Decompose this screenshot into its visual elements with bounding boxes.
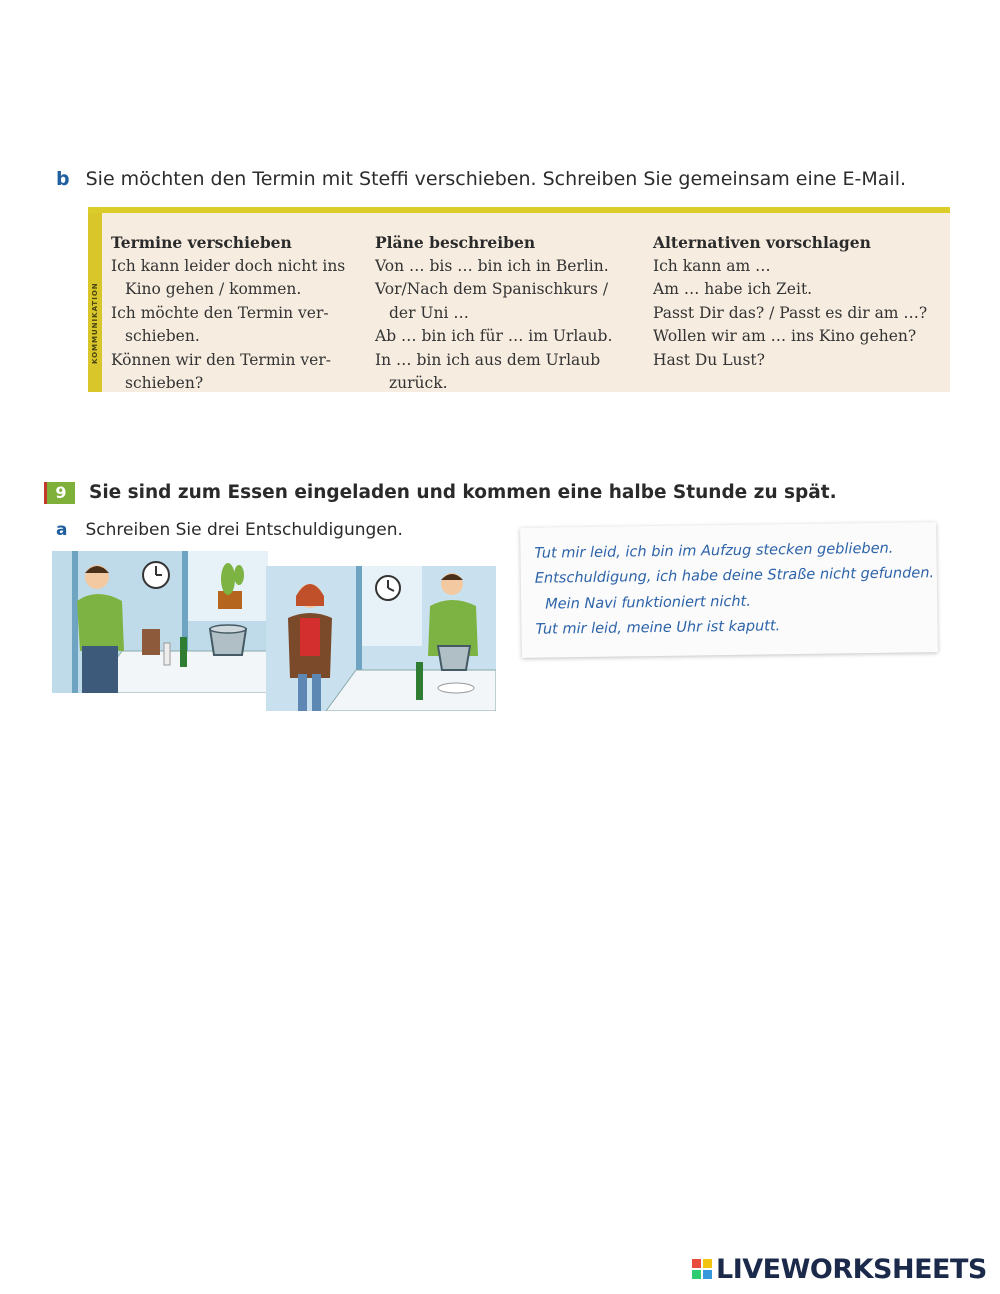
phrase: schieben.: [125, 327, 200, 345]
phrase: Können wir den Termin ver-: [111, 350, 331, 369]
phrase: Wollen wir am … ins Kino gehen?: [653, 327, 917, 345]
note-line: Entschuldigung, ich habe deine Straße nicht gefunden.: [534, 565, 935, 587]
phrase: Ab … bin ich für … im Urlaub.: [375, 327, 613, 345]
phrase: Ich kann am …: [653, 256, 771, 275]
task-9a-text: Schreiben Sie drei Entschuldigungen.: [85, 520, 403, 540]
column-plaene-beschreiben: [375, 231, 612, 396]
phrase: Ich kann leider doch nicht ins: [111, 256, 346, 275]
column-alternativen-vorschlagen: [653, 231, 927, 372]
phrase: Hast Du Lust?: [653, 350, 765, 369]
illustration-late-guest: [266, 566, 496, 711]
phrase: der Uni …: [389, 303, 469, 322]
illustration-waiting-host: [52, 551, 268, 693]
logo-blocks-icon: [692, 1259, 712, 1279]
note-line: Tut mir leid, ich bin im Aufzug stecken geblieben.: [534, 540, 894, 562]
column-termine-verschieben: [111, 231, 345, 396]
phrase: Kino gehen / kommen.: [125, 280, 302, 298]
task-number-badge: 9: [44, 482, 75, 504]
task-9-title: Sie sind zum Essen eingeladen und kommen eine halbe Stunde zu spät.: [89, 482, 837, 503]
task-b-heading: [56, 168, 906, 190]
column-heading: Alternativen vorschlagen: [653, 233, 871, 252]
phrase: Vor/Nach dem Spanischkurs /: [375, 280, 609, 298]
kommunikation-box: [88, 207, 950, 392]
phrase: Passt Dir das? / Passt es dir am …?: [653, 303, 928, 322]
phrase: Von … bis … bin ich in Berlin.: [375, 256, 609, 275]
logo-text: LIVEWORKSHEETS: [716, 1253, 987, 1285]
task-b-text: Sie möchten den Termin mit Steffi verschieben. Schreiben Sie gemeinsam eine E-Mail.: [85, 168, 907, 190]
task-letter: b: [56, 168, 70, 190]
task-9a-heading: [56, 520, 403, 540]
phrase: Ich möchte den Termin ver-: [111, 303, 329, 322]
handwritten-note: [520, 522, 938, 658]
phrase: Am … habe ich Zeit.: [653, 280, 813, 298]
task-9-heading: [44, 482, 837, 504]
phrase: schieben?: [125, 374, 204, 392]
liveworksheets-logo: [692, 1254, 987, 1284]
task-letter: a: [56, 520, 68, 540]
phrase: zurück.: [389, 374, 448, 392]
note-line: Tut mir leid, meine Uhr ist kaputt.: [535, 618, 781, 638]
column-heading: Termine verschieben: [111, 233, 292, 252]
kommunikation-label: KOMMUNIKATION: [91, 282, 99, 364]
note-line: Mein Navi funktioniert nicht.: [545, 593, 752, 613]
phrase: In … bin ich aus dem Urlaub: [375, 350, 601, 369]
column-heading: Pläne beschreiben: [375, 233, 536, 252]
